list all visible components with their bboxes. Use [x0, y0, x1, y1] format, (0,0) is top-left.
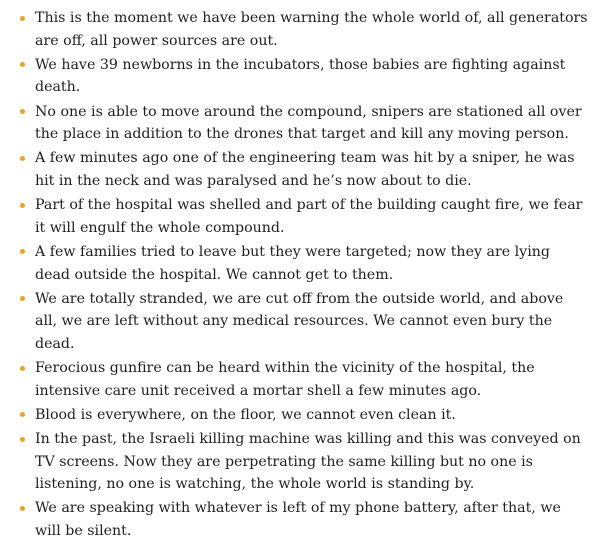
list-item-text: A few families tried to leave but they were targeted; now they are lying dead outside the hospital. We cannot get to them. [35, 243, 550, 283]
bullet-icon [20, 249, 25, 254]
list-item-text: We are totally stranded, we are cut off from the outside world, and above all, we are left without any medical resources. We cannot even bury the dead. [35, 290, 564, 352]
list-item [19, 147, 588, 192]
list-item-text: Part of the hospital was shelled and part of the building caught fire, we fear it will engulf the whole compound. [35, 197, 583, 236]
bullet-icon [20, 62, 25, 67]
bullet-icon [20, 506, 25, 511]
bullet-icon [20, 156, 25, 161]
bullet-icon [20, 109, 25, 114]
bullet-list [19, 7, 588, 543]
list-item [19, 357, 588, 402]
bullet-icon [20, 412, 25, 417]
bullet-icon [20, 16, 25, 21]
bullet-icon [20, 296, 25, 301]
list-item-text: We have 39 newborns in the incubators, those babies are fighting against death. [35, 56, 566, 96]
list-item-text: Ferocious gunfire can be heard within the vicinity of the hospital, the intensive care unit received a mortar shell a few minutes ago. [35, 360, 535, 399]
list-item [19, 428, 588, 496]
list-item-text: No one is able to move around the compound, snipers are stationed all over the place in addition to the drones that target and kill any moving person. [35, 103, 582, 143]
list-item [19, 7, 588, 52]
list-item-text: A few minutes ago one of the engineering team was hit by a sniper, he was hit in the neck and was paralysed and he’s now about to die. [35, 150, 575, 189]
list-item-text: Blood is everywhere, on the floor, we cannot even clean it. [35, 406, 456, 423]
bullet-icon [20, 437, 25, 442]
list-item [19, 194, 588, 239]
list-item [19, 101, 588, 146]
list-item [19, 241, 588, 286]
list-item [19, 54, 588, 99]
bullet-icon [20, 203, 25, 208]
list-item [19, 288, 588, 356]
bullet-icon [20, 366, 25, 371]
list-item-text: This is the moment we have been warning the whole world of, all generators are off, all power sources are out. [35, 10, 588, 49]
list-item [19, 497, 588, 542]
list-item-text: In the past, the Israeli killing machine was killing and this was conveyed on TV screens. Now they are perpetrating the same killing but no one is listening, no one is watching, the whole world is standing by. [35, 431, 581, 493]
list-item-text: We are speaking with whatever is left of my phone battery, after that, we will be silent. [35, 500, 561, 539]
list-item [19, 404, 588, 427]
